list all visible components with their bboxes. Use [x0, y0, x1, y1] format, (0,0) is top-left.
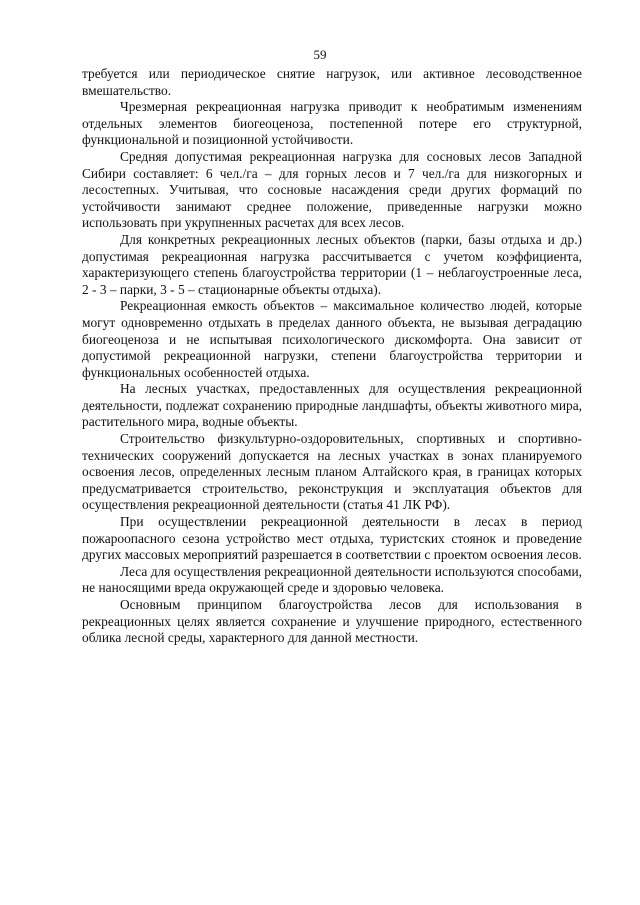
- paragraph-methods: Леса для осуществления рекреационной деятельности используются способами, не наносящими вреда окружающей среде и здоровью человека.: [82, 563, 582, 596]
- paragraph-construction: Строительство физкультурно-оздоровительных, спортивных и спортивно-технических сооружений допускается на лесных участках в зонах планируемого освоения лесов, определенных лесным планом Алтайского края, в границах которых предусматривается строительство, реконструкция и эксплуатация объектов для осуществления рекреационной деятельности (статья 41 ЛК РФ).: [82, 431, 582, 513]
- paragraph-average-load: Средняя допустимая рекреационная нагрузка для сосновых лесов Западной Сибири составляет: 6 чел./га – для горных лесов и 7 чел./га для низкогорных и лесостепных. Учитывая, что сосновые насаждения среди других формаций по устойчивости занимают среднее положение, приведенные нагрузки можно использовать при укрупненных расчетах для всех лесов.: [82, 148, 582, 231]
- paragraph-preservation: На лесных участках, предоставленных для осуществления рекреационной деятельности, подлежат сохранению природные ландшафты, объекты животного мира, растительного мира, водные объекты.: [82, 381, 582, 430]
- page-number: 59: [313, 47, 327, 62]
- paragraph-fire-season: При осуществлении рекреационной деятельности в лесах в период пожароопасного сезона устройство мест отдыха, туристских стоянок и проведение других массовых мероприятий разрешается в соответствии с проектом освоения лесов.: [82, 514, 582, 563]
- paragraph-principle: Основным принципом благоустройства лесов для использования в рекреационных целях является сохранение и улучшение природного, естественного облика лесной среды, характерного для данной местности.: [82, 597, 582, 646]
- paragraph-specific-objects: Для конкретных рекреационных лесных объектов (парки, базы отдыха и др.) допустимая рекреационная нагрузка рассчитывается с учетом коэффициента, характеризующего степень благоустройства территории (1 – неблагоустроенные леса, 2 - 3 – парки, 3 - 5 – стационарные объекты отдыха).: [82, 231, 582, 297]
- paragraph-excessive-load: Чрезмерная рекреационная нагрузка приводит к необратимым изменениям отдельных элементов биогеоценоза, постепенной потере его структурной, функциональной и позиционной устойчивости.: [82, 99, 582, 148]
- paragraph-recreational-capacity: Рекреационная емкость объектов – максимальное количество людей, которые могут одновременно отдыхать в пределах данного объекта, не вызывая деградацию биогеоценоза и не испытывая психологического дискомфорта. Она зависит от допустимой рекреационной нагрузки, степени благоустройства территории и функциональных особенностей отдыха.: [82, 298, 582, 380]
- paragraph-continuation: требуется или периодическое снятие нагрузок, или активное лесоводственное вмешательство.: [82, 66, 582, 98]
- document-body: [82, 66, 582, 647]
